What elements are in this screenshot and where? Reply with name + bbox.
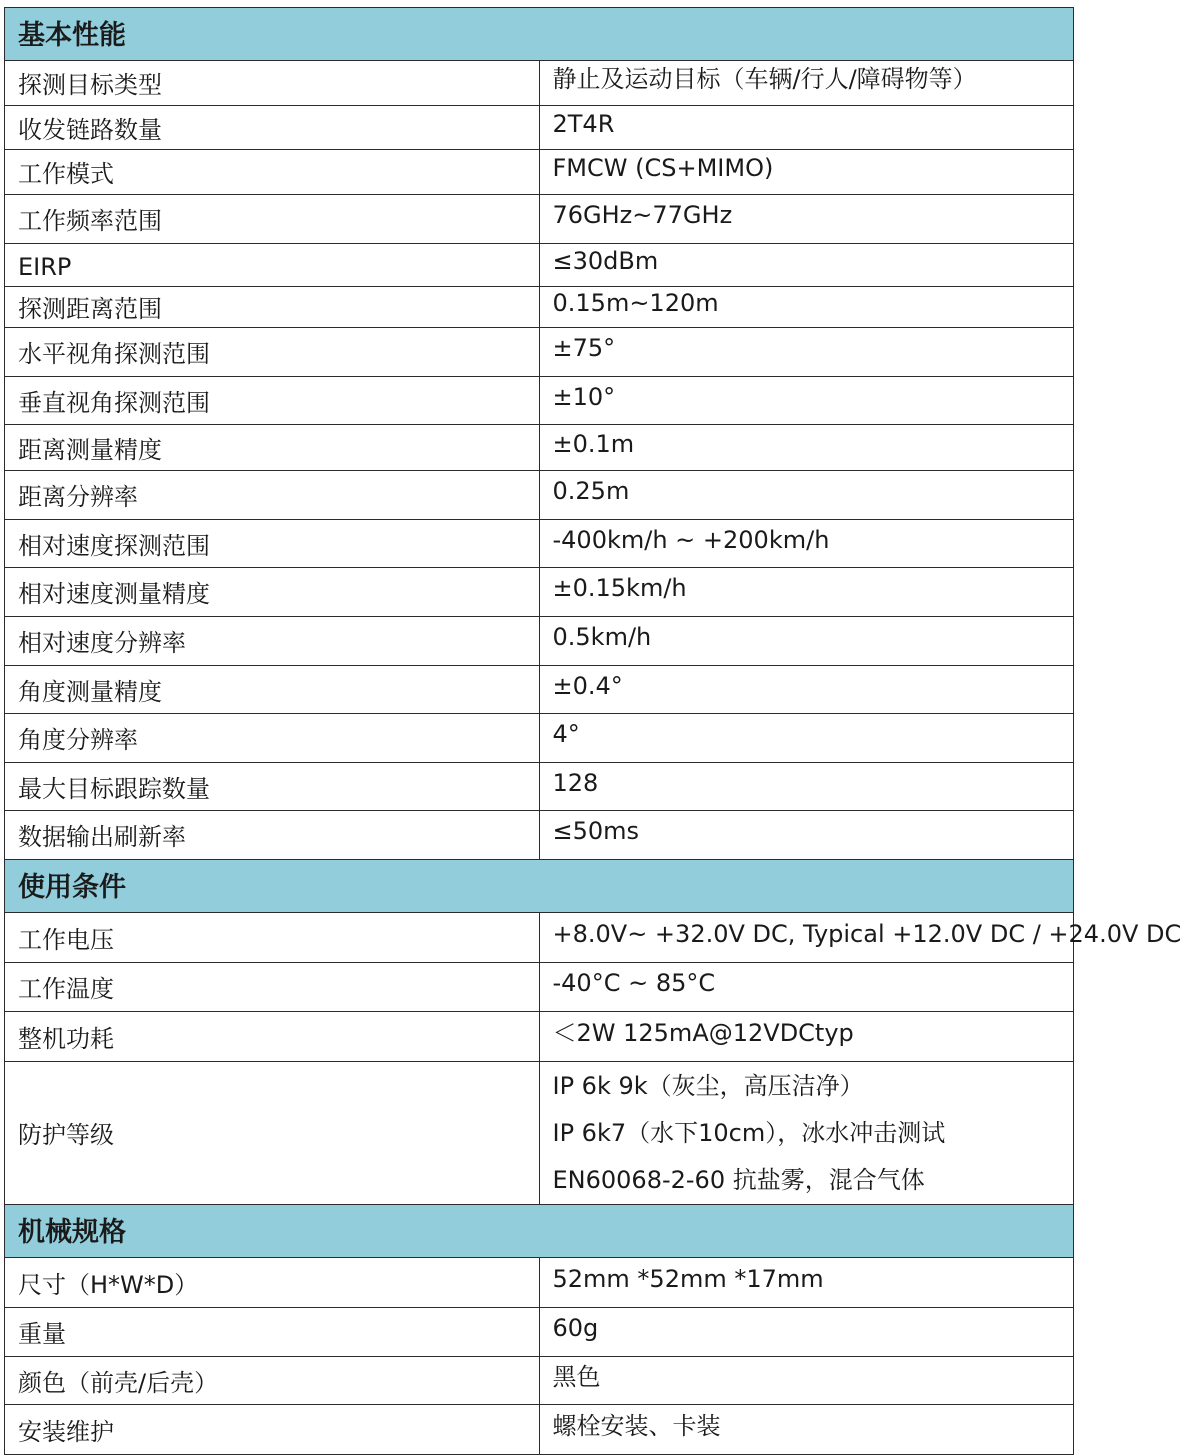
table-row	[5, 150, 1074, 195]
row-value: 128	[539, 763, 1074, 811]
table-row	[5, 913, 1074, 963]
table-row	[5, 568, 1074, 617]
row-label: 相对速度分辨率	[5, 617, 540, 666]
table-row	[5, 1357, 1074, 1405]
row-label: 工作电压	[5, 913, 540, 963]
table-row	[5, 61, 1074, 106]
row-value: FMCW (CS+MIMO)	[539, 150, 1074, 195]
table-row	[5, 106, 1074, 150]
table-row	[5, 287, 1074, 328]
table-row	[5, 1405, 1074, 1455]
row-label: 防护等级	[5, 1062, 540, 1205]
row-value: 0.25m	[539, 471, 1074, 520]
row-label: 颜色（前壳/后壳）	[5, 1357, 540, 1405]
table-row	[5, 714, 1074, 763]
row-value: -400km/h ~ +200km/h	[539, 520, 1074, 568]
row-label: 数据输出刷新率	[5, 811, 540, 860]
table-row-protection	[5, 1062, 1074, 1205]
row-value: 0.15m~120m	[539, 287, 1074, 328]
section-title: 机械规格	[5, 1205, 1074, 1258]
table-row	[5, 244, 1074, 287]
row-label: EIRP	[5, 244, 540, 287]
row-value-multiline	[539, 1062, 1074, 1205]
table-row	[5, 1258, 1074, 1308]
row-value: ±0.1m	[539, 425, 1074, 471]
row-value: ≤30dBm	[539, 244, 1074, 287]
row-label: 水平视角探测范围	[5, 328, 540, 377]
row-label: 工作模式	[5, 150, 540, 195]
row-value: ±10°	[539, 377, 1074, 425]
row-value: 76GHz~77GHz	[539, 195, 1074, 244]
table-row	[5, 811, 1074, 860]
section-title: 基本性能	[5, 8, 1074, 61]
section-header-mechanical	[5, 1205, 1074, 1258]
row-label: 尺寸（H*W*D）	[5, 1258, 540, 1308]
row-label: 相对速度测量精度	[5, 568, 540, 617]
protection-line: IP 6k7（水下10cm），冰水冲击测试	[552, 1118, 946, 1147]
table-row	[5, 328, 1074, 377]
table-row	[5, 617, 1074, 666]
row-label: 最大目标跟踪数量	[5, 763, 540, 811]
table-row	[5, 763, 1074, 811]
row-label: 角度分辨率	[5, 714, 540, 763]
row-label: 重量	[5, 1308, 540, 1357]
row-value: 0.5km/h	[539, 617, 1074, 666]
row-value: ≤50ms	[539, 811, 1074, 860]
row-label: 工作温度	[5, 963, 540, 1012]
table-row	[5, 1308, 1074, 1357]
row-value: ±0.4°	[539, 666, 1074, 714]
row-value: ±75°	[539, 328, 1074, 377]
table-row	[5, 425, 1074, 471]
table-row	[5, 377, 1074, 425]
row-label: 相对速度探测范围	[5, 520, 540, 568]
row-value: 4°	[539, 714, 1074, 763]
row-value: 60g	[539, 1308, 1074, 1357]
table-row	[5, 1012, 1074, 1062]
section-header-usage	[5, 860, 1074, 913]
table-row	[5, 520, 1074, 568]
row-value: ＜2W 125mA@12VDCtyp	[539, 1012, 1074, 1062]
table-row	[5, 963, 1074, 1012]
row-label: 探测距离范围	[5, 287, 540, 328]
row-value: 52mm *52mm *17mm	[539, 1258, 1074, 1308]
row-label: 工作频率范围	[5, 195, 540, 244]
row-value: 静止及运动目标（车辆/行人/障碍物等）	[539, 61, 1074, 106]
section-header-basic	[5, 8, 1074, 61]
row-value: 螺栓安装、卡装	[539, 1405, 1074, 1455]
row-label: 探测目标类型	[5, 61, 540, 106]
row-value: ±0.15km/h	[539, 568, 1074, 617]
row-label: 整机功耗	[5, 1012, 540, 1062]
row-label: 角度测量精度	[5, 666, 540, 714]
protection-line: IP 6k 9k（灰尘，高压洁净）	[552, 1071, 864, 1100]
row-label: 收发链路数量	[5, 106, 540, 150]
row-value: +8.0V~ +32.0V DC, Typical +12.0V DC / +24.0V DC	[539, 913, 1074, 963]
spec-table-body	[5, 8, 1181, 1455]
row-value: -40°C ~ 85°C	[539, 963, 1074, 1012]
table-row	[5, 471, 1074, 520]
table-row	[5, 195, 1074, 244]
row-label: 垂直视角探测范围	[5, 377, 540, 425]
protection-line: EN60068-2-60 抗盐雾，混合气体	[552, 1165, 925, 1194]
row-label: 安装维护	[5, 1405, 540, 1455]
row-label: 距离测量精度	[5, 425, 540, 471]
spec-table	[4, 7, 1181, 1455]
row-value: 黑色	[539, 1357, 1074, 1405]
row-label: 距离分辨率	[5, 471, 540, 520]
section-title: 使用条件	[5, 860, 1074, 913]
table-row	[5, 666, 1074, 714]
row-value: 2T4R	[539, 106, 1074, 150]
